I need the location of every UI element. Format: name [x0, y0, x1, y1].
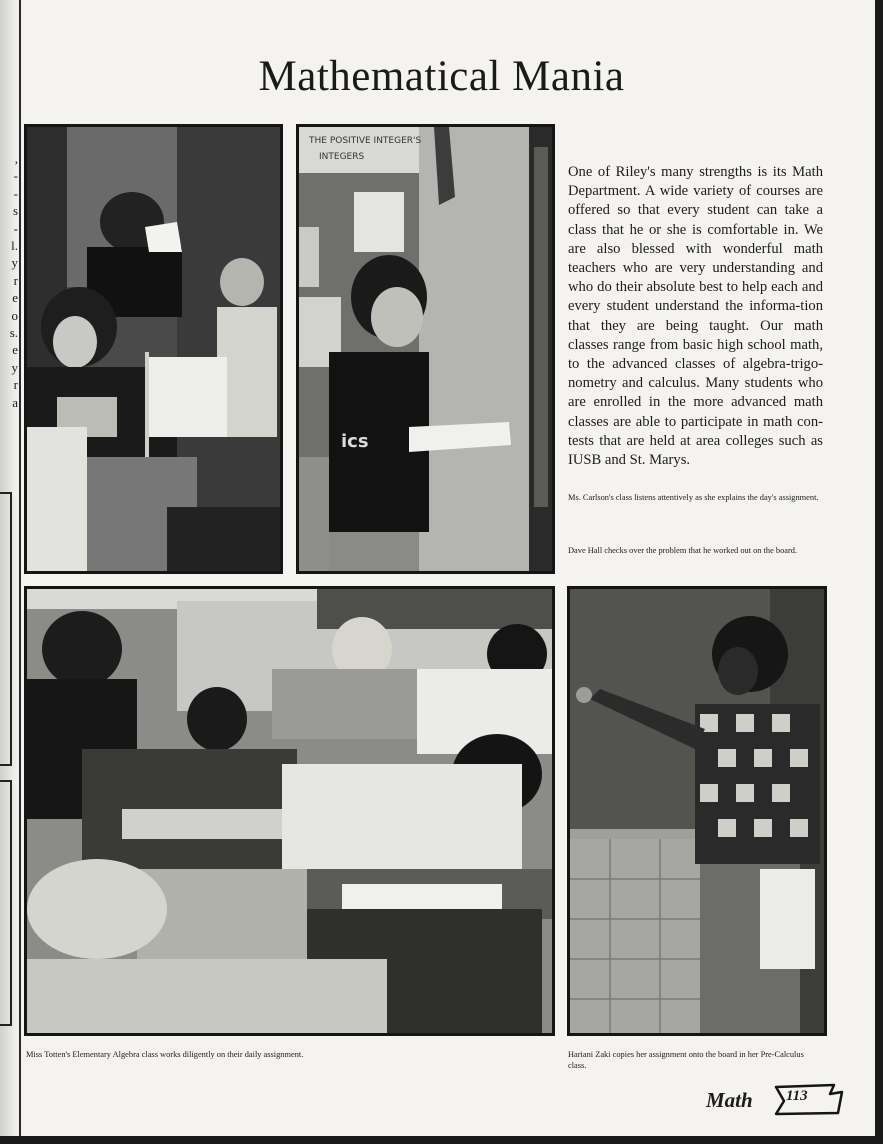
svg-text:ics: ics [341, 431, 369, 452]
previous-page-photo-edge [0, 780, 12, 1026]
board-text: INTEGERS [319, 152, 365, 162]
photo-totten-class [24, 586, 555, 1036]
page-edge-right [875, 0, 883, 1144]
previous-page-photo-edge [0, 492, 12, 766]
photo-dave-hall [296, 124, 555, 574]
caption-hall: Dave Hall checks over the problem that he worked out on the board. [568, 546, 798, 555]
page-title: Mathematical Mania [258, 53, 625, 100]
page-edge-bottom [0, 1136, 883, 1144]
article-body: One of Riley's many strengths is its Math Department. A wide variety of courses are offered so that every student can take a class that he or she is comfortable in. We are also blessed with wonderful math teachers who are very understanding and who do their absolute best to help each and every student understand the informa-tion that they are being taught. Our math classes range from basic high school math, to the advanced classes of algebra-trigo-nometry and calculus. Many students who are enrolled in the more advanced math classes are able to participate in math con-tests that are held at area colleges such as IUSB and St. Marys. [568, 164, 823, 469]
caption-totten: Miss Totten's Elementary Algebra class works diligently on their daily assignment. [26, 1050, 304, 1059]
board-text: THE POSITIVE INTEGER'S [309, 136, 422, 146]
section-label: Math [706, 1088, 753, 1112]
previous-page-text-edge: , - - s - l. y r e o s. e y r a [9, 151, 18, 410]
page-number: 113 [786, 1088, 808, 1104]
pennant-icon [772, 1083, 847, 1117]
spine-line [19, 0, 21, 1144]
photo-hariani-zaki [567, 586, 827, 1036]
caption-zaki: Hariani Zaki copies her assignment onto the board in her Pre-Calculus class. [568, 1050, 804, 1070]
caption-carlson: Ms. Carlson's class listens attentively as she explains the day's assignment. [568, 493, 819, 502]
photo-carlson-class [24, 124, 283, 574]
